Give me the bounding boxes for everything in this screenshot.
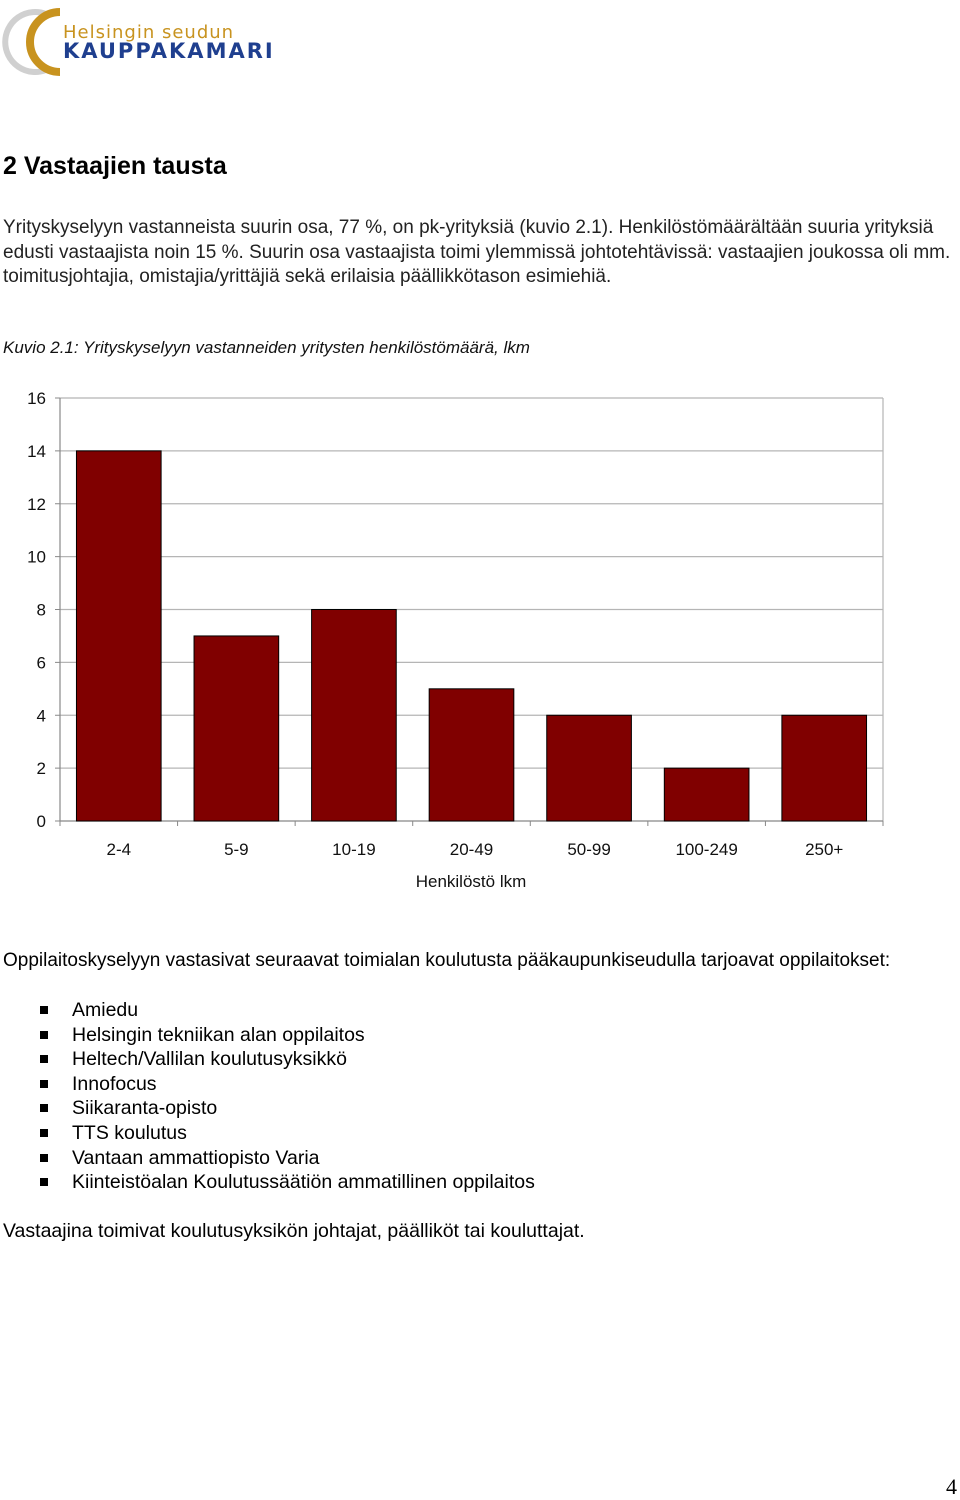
- y-tick-label: 10: [27, 547, 46, 567]
- y-tick-label: 2: [36, 759, 46, 779]
- school-name: Siikaranta-opisto: [72, 1097, 218, 1120]
- figure-caption: Kuvio 2.1: Yrityskyselyyn vastanneiden yritysten henkilöstömäärä, lkm: [3, 338, 530, 357]
- y-tick-label: 6: [36, 653, 46, 673]
- square-bullet-icon: [40, 1129, 48, 1137]
- y-tick-label: 8: [36, 600, 46, 620]
- school-list-item: [0, 1023, 535, 1048]
- x-tick-label: 10-19: [332, 840, 376, 859]
- bar: [194, 636, 279, 821]
- chart-y-ticks: [27, 389, 46, 831]
- school-name: Kiinteistöalan Koulutussäätiön ammatillinen oppilaitos: [72, 1171, 535, 1194]
- bar: [76, 451, 161, 821]
- square-bullet-icon: [40, 1031, 48, 1039]
- school-name: Helsingin tekniikan alan oppilaitos: [72, 1023, 365, 1046]
- y-tick-label: 14: [27, 441, 46, 461]
- square-bullet-icon: [40, 1154, 48, 1162]
- y-tick-label: 16: [27, 389, 46, 408]
- logo-text-top: Helsingin seudun: [63, 22, 235, 43]
- school-list-item: [0, 1121, 535, 1146]
- x-tick-label: 20-49: [449, 840, 494, 859]
- bar: [429, 689, 514, 821]
- y-tick-label: 12: [27, 494, 46, 514]
- bar: [782, 715, 867, 821]
- school-name: Vantaan ammattiopisto Varia: [72, 1146, 320, 1169]
- school-name: Heltech/Vallilan koulutusyksikkö: [72, 1048, 347, 1071]
- x-tick-label: 2-4: [106, 840, 132, 859]
- closing-paragraph: Vastaajina toimivat koulutusyksikön johtajat, päälliköt tai kouluttajat.: [3, 1220, 585, 1242]
- chart-bars: [76, 451, 866, 821]
- section-heading: 2 Vastaajien tausta: [3, 152, 227, 180]
- square-bullet-icon: [40, 1178, 48, 1186]
- logo-emblem-icon: [0, 0, 70, 80]
- school-name: Innofocus: [72, 1072, 157, 1095]
- school-list-item: [0, 998, 535, 1023]
- x-axis-label: Henkilöstö lkm: [415, 872, 527, 891]
- school-list-item: [0, 1047, 535, 1072]
- school-list-item: [0, 1170, 535, 1195]
- x-tick-label: 50-99: [567, 840, 611, 859]
- square-bullet-icon: [40, 1104, 48, 1112]
- bar: [664, 768, 749, 821]
- x-tick-label: 5-9: [224, 840, 249, 859]
- chart-x-ticks: [106, 840, 843, 859]
- x-tick-label: 100-249: [675, 840, 738, 859]
- school-name: TTS koulutus: [72, 1121, 187, 1144]
- x-tick-label: 250+: [805, 840, 844, 859]
- bar: [547, 715, 632, 821]
- logo-text-bottom: KAUPPAKAMARI: [63, 39, 275, 63]
- school-name: Amiedu: [72, 999, 139, 1021]
- square-bullet-icon: [40, 1080, 48, 1088]
- square-bullet-icon: [40, 1055, 48, 1063]
- intro-paragraph: Yrityskyselyyn vastanneista suurin osa, 77 %, on pk-yrityksiä (kuvio 2.1). Henkilöstömäärältään suuria yrityksiä edusti vastaajista noin 15 %. Suurin osa vastaajista toimi ylemmissä johtotehtävissä: vastaajien joukossa oli mm. toimitusjohtajia, omistajia/yrittäjiä sekä erilaisia päällikkötason esimiehiä.: [3, 217, 951, 287]
- school-list-item: [0, 1072, 535, 1097]
- chamber-logo: [0, 0, 280, 80]
- page-number: 4: [946, 1474, 957, 1499]
- bar: [312, 610, 397, 822]
- y-tick-label: 4: [36, 706, 46, 726]
- y-tick-label: 0: [36, 812, 46, 831]
- school-list: [0, 998, 535, 1195]
- school-list-item: [0, 1146, 535, 1171]
- school-list-item: [0, 1096, 535, 1121]
- schools-intro-paragraph: Oppilaitoskyselyyn vastasivat seuraavat toimialan koulutusta pääkaupunkiseudulla tarjoavat oppilaitokset:: [3, 950, 891, 971]
- square-bullet-icon: [40, 1006, 48, 1014]
- bar-chart: [0, 380, 960, 900]
